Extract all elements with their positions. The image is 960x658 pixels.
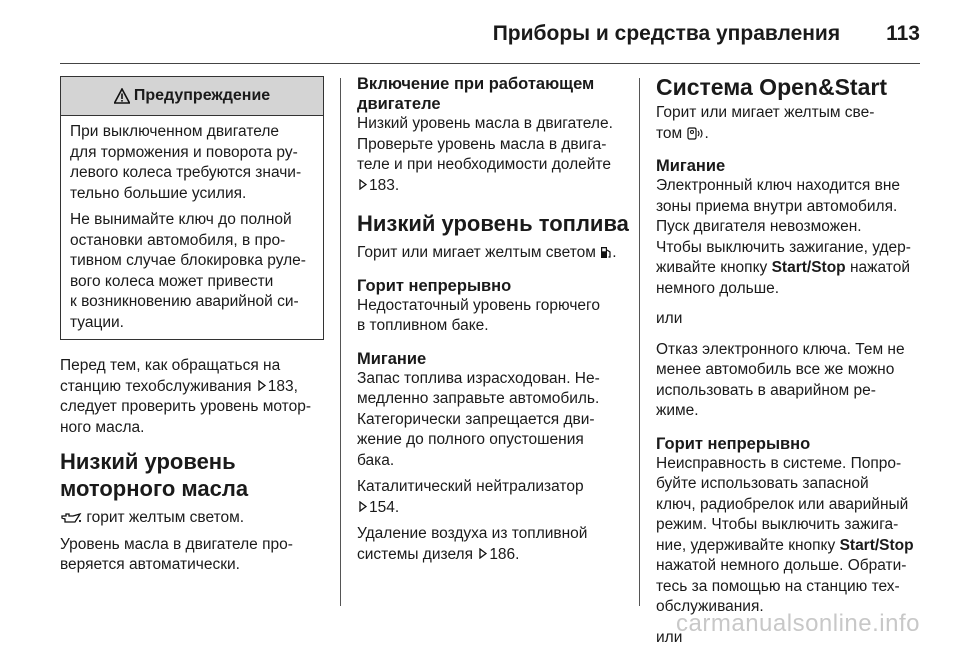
oil-auto-paragraph: Уровень масла в двигателе про- веряется автоматически. (60, 535, 293, 573)
heading-low-oil: Низкий уровень моторного масла (60, 449, 249, 501)
heading-fuel-steady: Горит непрерывно (357, 276, 512, 295)
heading-low-fuel: Низкий уровень топлива (357, 211, 629, 236)
oil-indicator-line: горит желтым светом. (60, 508, 324, 529)
warning-title: Предупреждение (133, 86, 271, 104)
heading-open-start: Система Open&Start (656, 74, 887, 100)
column-2 (357, 74, 635, 575)
heading-system-blink: Мигание (656, 157, 726, 175)
heading-system-steady: Горит непрерывно (656, 434, 811, 453)
column-1 (60, 74, 324, 586)
fuel-blink-paragraph: Запас топлива израсходован. Не- медленно заправьте автомобиль. Категорически запрещается дви- жение до полного опустошения бака. (357, 369, 600, 469)
fuel-indicator-line: Горит или мигает желтым светом . (357, 244, 617, 261)
fuel-pump-icon (600, 245, 612, 260)
warning-header (61, 77, 323, 116)
system-indicator-paragraph: Горит или мигает желтым све- том . (656, 104, 875, 142)
key-failure-paragraph: Отказ электронного ключа. Тем не менее автомобиль все же можно использовать в аварийном ре- жиме. (656, 340, 905, 419)
heading-engine-running: Включение при работающем двигателе (357, 75, 595, 113)
page-ref-arrow-icon (359, 501, 367, 512)
page-header (60, 14, 920, 54)
fuel-steady-paragraph: Недостаточный уровень горючего в топливном баке. (357, 296, 600, 334)
oil-can-icon (60, 511, 82, 525)
engine-oil-paragraph: Низкий уровень масла в двигателе. Проверьте уровень масла в двига- теле и при необходимости долейте 183. (357, 115, 613, 194)
system-blink-paragraph: Электронный ключ находится вне зоны приема внутри автомобиля. Пуск двигателя невозможен. Чтобы выключить зажигание, удер- живайте кнопку Start/Stop нажатой немного дольше. (656, 177, 911, 297)
page-ref[interactable]: 186. (489, 545, 520, 563)
warning-triangle-icon (114, 88, 130, 104)
page-ref[interactable]: 183, (267, 377, 298, 395)
page-number: 113 (886, 22, 920, 45)
warning-body (61, 116, 323, 339)
warning-paragraph-1: При выключенном двигателе для торможения и поворота ру- левого колеса требуются значи- тельно большие усилия. (70, 123, 302, 202)
warning-box (60, 76, 324, 340)
key-signal-icon (687, 126, 705, 141)
system-steady-paragraph: Неисправность в системе. Попро- буйте использовать запасной ключ, радиобрелок или аварийный режим. Чтобы выключить зажига- ние, удерживайте кнопку Start/Stop нажатой немного дольше. Обрати- тесь за помощью на станцию тех- обслуживания. (656, 454, 914, 615)
page-ref[interactable]: 183. (369, 176, 400, 194)
catalyst-paragraph: Каталитический нейтрализатор 154. (357, 478, 584, 516)
air-bleed-paragraph: Удаление воздуха из топливной системы дизеля 186. (357, 525, 588, 563)
page-ref-arrow-icon (359, 179, 367, 190)
page-ref-arrow-icon (479, 548, 487, 559)
header-rule (60, 63, 920, 64)
or-text: или (656, 310, 683, 327)
heading-fuel-blink: Мигание (357, 349, 427, 368)
column-divider-2 (639, 78, 640, 606)
or-text: или (656, 628, 683, 646)
column-3 (656, 74, 924, 658)
page-ref[interactable]: 154. (369, 498, 400, 516)
page-title: Приборы и средства управления (492, 22, 841, 45)
page-ref-arrow-icon (258, 380, 266, 391)
start-stop-label: Start/Stop (839, 536, 914, 554)
service-paragraph: Перед тем, как обращаться на станцию техобслуживания 183, следует проверить уровень мотор- ного масла. (60, 357, 311, 436)
column-divider-1 (340, 78, 341, 606)
start-stop-label: Start/Stop (771, 259, 846, 276)
warning-paragraph-2: Не вынимайте ключ до полной остановки автомобиля, в про- тивном случае блокировка руле- вого колеса может привести к возникновению аварийной си- туации. (70, 211, 306, 331)
watermark: carmanualsonline.info (676, 610, 920, 637)
